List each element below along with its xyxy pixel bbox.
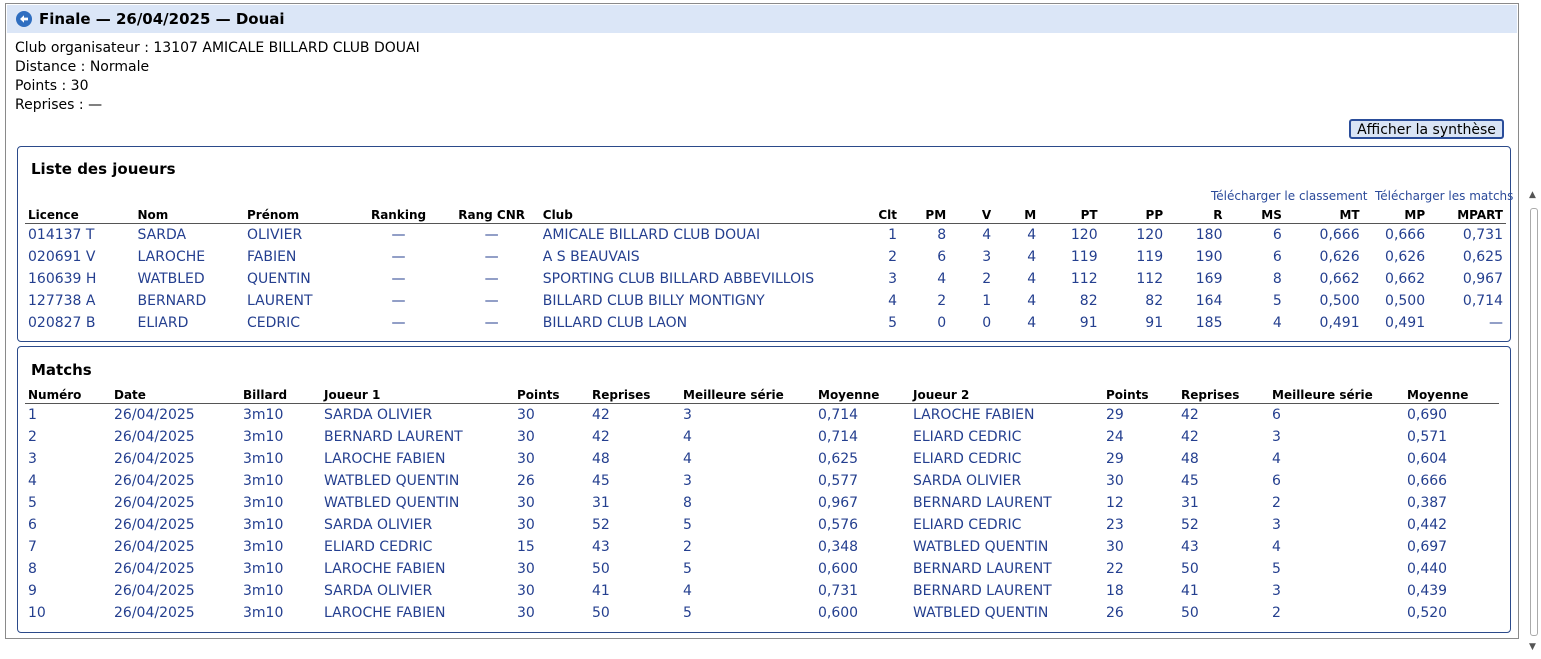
table-cell: 52 <box>1181 517 1199 533</box>
table-cell: 020691 V <box>28 249 96 265</box>
table-cell: 3m10 <box>243 473 284 489</box>
table-cell: 43 <box>1181 539 1199 555</box>
table-cell: 41 <box>1181 583 1199 599</box>
table-cell: CEDRIC <box>247 315 301 331</box>
table-cell: — <box>484 315 499 331</box>
table-cell: 2 <box>1272 605 1281 621</box>
table-cell: 119 <box>1136 249 1164 265</box>
back-arrow-icon[interactable] <box>16 11 32 27</box>
table-cell: 6 <box>1272 249 1282 265</box>
table-cell: WATBLED QUENTIN <box>324 495 460 511</box>
table-cell: 5 <box>28 495 37 511</box>
download-matches-link[interactable]: Télécharger les matchs <box>1375 189 1514 203</box>
table-cell: 91 <box>1079 315 1098 331</box>
column-header: Meilleure série <box>680 386 815 404</box>
table-cell: 42 <box>1181 407 1199 423</box>
table-cell: 0 <box>937 315 947 331</box>
table-cell: 0,491 <box>1319 315 1360 331</box>
table-cell: 30 <box>517 583 535 599</box>
table-cell: 3m10 <box>243 605 284 621</box>
table-row[interactable] <box>25 268 1506 290</box>
table-row[interactable] <box>25 246 1506 268</box>
table-cell: 22 <box>1106 561 1124 577</box>
table-cell: 48 <box>592 451 610 467</box>
table-cell: 4 <box>1027 227 1037 243</box>
column-header: Moyenne <box>815 386 910 404</box>
table-cell: LAURENT <box>247 293 313 309</box>
column-header: PT <box>1039 206 1100 224</box>
table-row[interactable] <box>25 448 1499 470</box>
table-cell: 3 <box>28 451 37 467</box>
table-cell: WATBLED QUENTIN <box>913 539 1049 555</box>
table-cell: LAROCHE FABIEN <box>324 605 446 621</box>
table-cell: 4 <box>1027 315 1037 331</box>
column-header: Moyenne <box>1404 386 1499 404</box>
table-cell: 8 <box>683 495 692 511</box>
table-cell: 4 <box>1272 451 1281 467</box>
table-cell: 0,442 <box>1407 517 1448 533</box>
table-cell: 30 <box>517 429 535 445</box>
table-cell: 120 <box>1070 227 1098 243</box>
column-header: PM <box>900 206 949 224</box>
table-cell: 45 <box>592 473 610 489</box>
table-cell: WATBLED QUENTIN <box>324 473 460 489</box>
table-cell: 3 <box>683 407 692 423</box>
table-cell: 0,625 <box>1462 249 1503 265</box>
table-cell: — <box>391 249 406 265</box>
table-cell: 2 <box>28 429 37 445</box>
table-cell: QUENTIN <box>247 271 311 287</box>
table-cell: 91 <box>1145 315 1164 331</box>
table-cell: 0,625 <box>818 451 859 467</box>
table-cell: 12 <box>1106 495 1124 511</box>
table-cell: 180 <box>1195 227 1223 243</box>
table-cell: 4 <box>1272 315 1282 331</box>
table-cell: BILLARD CLUB LAON <box>542 315 688 331</box>
table-cell: 185 <box>1195 315 1223 331</box>
table-cell: 5 <box>1272 561 1281 577</box>
table-cell: 0,440 <box>1407 561 1448 577</box>
distance-info: Distance : Normale <box>15 59 150 75</box>
table-row[interactable] <box>25 426 1499 448</box>
table-cell: 3 <box>683 473 692 489</box>
table-cell: 1 <box>28 407 37 423</box>
table-cell: 15 <box>517 539 535 555</box>
table-cell: 2 <box>888 249 898 265</box>
column-header: MP <box>1363 206 1429 224</box>
table-cell: SARDA OLIVIER <box>324 517 433 533</box>
table-cell: — <box>484 227 499 243</box>
column-header: Rang CNR <box>444 206 540 224</box>
points-info: Points : 30 <box>15 78 89 94</box>
column-header: MT <box>1285 206 1363 224</box>
column-header: Reprises <box>589 386 680 404</box>
table-cell: BERNARD LAURENT <box>913 495 1052 511</box>
table-cell: 4 <box>1272 539 1281 555</box>
table-cell: AMICALE BILLARD CLUB DOUAI <box>542 227 761 243</box>
table-cell: 48 <box>1181 451 1199 467</box>
table-cell: 6 <box>1272 407 1281 423</box>
table-cell: 50 <box>1181 605 1199 621</box>
table-cell: 3m10 <box>243 407 284 423</box>
table-cell: 52 <box>592 517 610 533</box>
table-cell: 0,662 <box>1319 271 1360 287</box>
table-row[interactable] <box>25 470 1499 492</box>
table-cell: 3 <box>1272 517 1281 533</box>
scroll-down-icon[interactable]: ▼ <box>1529 642 1536 652</box>
table-cell: 020827 B <box>28 315 96 331</box>
table-cell: LAROCHE FABIEN <box>324 561 446 577</box>
table-cell: 112 <box>1070 271 1098 287</box>
column-header: Billard <box>240 386 321 404</box>
table-cell: 3m10 <box>243 561 284 577</box>
table-cell: 42 <box>592 407 610 423</box>
column-header: MS <box>1225 206 1284 224</box>
table-cell: 190 <box>1195 249 1223 265</box>
table-cell: ELIARD CEDRIC <box>913 517 1022 533</box>
table-cell: 5 <box>1272 293 1282 309</box>
table-cell: 30 <box>517 605 535 621</box>
column-header: Reprises <box>1178 386 1269 404</box>
main-container <box>5 3 1519 639</box>
players-panel <box>17 146 1514 342</box>
table-cell: BERNARD LAURENT <box>913 561 1052 577</box>
table-cell: 3m10 <box>243 517 284 533</box>
table-cell: 0,666 <box>1407 473 1448 489</box>
table-cell: 4 <box>1027 249 1037 265</box>
table-cell: ELIARD CEDRIC <box>324 539 433 555</box>
title-bar <box>7 5 1517 33</box>
column-header: Meilleure série <box>1269 386 1404 404</box>
table-row[interactable] <box>25 558 1499 580</box>
table-cell: 8 <box>28 561 37 577</box>
table-cell: 0,731 <box>1462 227 1503 243</box>
table-cell: BERNARD LAURENT <box>324 429 463 445</box>
column-header: R <box>1166 206 1225 224</box>
table-cell: OLIVIER <box>247 227 303 243</box>
table-row[interactable] <box>25 514 1499 536</box>
column-header: Nom <box>135 206 245 224</box>
table-cell: ELIARD CEDRIC <box>913 429 1022 445</box>
table-cell: LAROCHE <box>137 249 206 265</box>
table-cell: 3 <box>888 271 898 287</box>
table-cell: 26/04/2025 <box>114 605 195 621</box>
table-cell: 4 <box>683 583 692 599</box>
table-cell: 26/04/2025 <box>114 429 195 445</box>
table-cell: 50 <box>1181 561 1199 577</box>
table-cell: FABIEN <box>247 249 297 265</box>
players-section-title: Liste des joueurs <box>31 160 176 178</box>
table-cell: 30 <box>517 407 535 423</box>
table-row[interactable] <box>25 312 1506 334</box>
table-cell: 5 <box>683 517 692 533</box>
table-cell: 50 <box>592 561 610 577</box>
table-cell: SARDA OLIVIER <box>913 473 1022 489</box>
table-cell: 0,571 <box>1407 429 1448 445</box>
table-cell: 42 <box>1181 429 1199 445</box>
table-cell: 3 <box>1272 429 1281 445</box>
table-cell: 30 <box>517 495 535 511</box>
table-cell: BERNARD <box>137 293 207 309</box>
column-header: PP <box>1101 206 1167 224</box>
table-cell: 43 <box>592 539 610 555</box>
table-cell: 0,604 <box>1407 451 1448 467</box>
scroll-up-icon[interactable]: ▲ <box>1529 190 1536 200</box>
table-cell: 82 <box>1079 293 1098 309</box>
table-cell: ELIARD CEDRIC <box>913 451 1022 467</box>
table-cell: 0,500 <box>1319 293 1360 309</box>
table-cell: 30 <box>1106 539 1124 555</box>
table-cell: 18 <box>1106 583 1124 599</box>
table-cell: 3m10 <box>243 583 284 599</box>
table-cell: 0,714 <box>818 407 859 423</box>
table-cell: 0,600 <box>818 561 859 577</box>
club-info: Club organisateur : 13107 AMICALE BILLARD CLUB DOUAI <box>15 40 420 56</box>
table-cell: 0,626 <box>1319 249 1360 265</box>
table-cell: 26/04/2025 <box>114 539 195 555</box>
table-cell: 5 <box>683 605 692 621</box>
table-cell: 0,731 <box>818 583 859 599</box>
table-cell: 1 <box>888 227 898 243</box>
table-cell: 0,600 <box>818 605 859 621</box>
table-cell: 0,577 <box>818 473 859 489</box>
table-cell: 30 <box>517 561 535 577</box>
table-cell: 2 <box>1272 495 1281 511</box>
table-cell: 5 <box>683 561 692 577</box>
table-cell: 4 <box>683 451 692 467</box>
matches-table <box>25 386 1499 624</box>
table-cell: 30 <box>517 451 535 467</box>
table-cell: SARDA OLIVIER <box>324 583 433 599</box>
table-cell: 0,967 <box>1462 271 1503 287</box>
reprises-info: Reprises : — <box>15 97 103 113</box>
table-cell: 3m10 <box>243 451 284 467</box>
table-cell: — <box>484 271 499 287</box>
table-cell: 42 <box>592 429 610 445</box>
table-cell: 26 <box>517 473 535 489</box>
column-header: V <box>949 206 994 224</box>
table-cell: — <box>391 293 406 309</box>
show-synthesis-button[interactable]: Afficher la synthèse <box>1349 119 1504 139</box>
table-cell: 26 <box>1106 605 1124 621</box>
table-cell: 4 <box>28 473 37 489</box>
table-cell: 0 <box>982 315 992 331</box>
table-cell: 2 <box>683 539 692 555</box>
table-cell: 2 <box>982 271 992 287</box>
table-cell: 0,491 <box>1385 315 1426 331</box>
table-cell: 29 <box>1106 451 1124 467</box>
table-row[interactable] <box>25 536 1499 558</box>
table-cell: 0,662 <box>1385 271 1426 287</box>
table-cell: 26/04/2025 <box>114 451 195 467</box>
table-cell: — <box>1489 315 1503 331</box>
table-cell: 31 <box>1181 495 1199 511</box>
table-cell: 3m10 <box>243 429 284 445</box>
table-cell: 23 <box>1106 517 1124 533</box>
column-header: Date <box>111 386 240 404</box>
table-cell: 6 <box>1272 473 1281 489</box>
column-header: Clt <box>855 206 900 224</box>
table-cell: 45 <box>1181 473 1199 489</box>
table-cell: 169 <box>1195 271 1223 287</box>
table-cell: 164 <box>1195 293 1223 309</box>
table-cell: 3m10 <box>243 495 284 511</box>
table-cell: 82 <box>1145 293 1164 309</box>
table-cell: 0,714 <box>818 429 859 445</box>
table-cell: 10 <box>28 605 46 621</box>
scrollbar-thumb[interactable] <box>1530 208 1538 636</box>
table-cell: 31 <box>592 495 610 511</box>
players-table <box>25 206 1506 334</box>
table-cell: 8 <box>937 227 947 243</box>
download-ranking-link[interactable]: Télécharger le classement <box>1211 189 1368 203</box>
table-cell: 7 <box>28 539 37 555</box>
table-cell: 112 <box>1136 271 1164 287</box>
table-cell: BERNARD LAURENT <box>913 583 1052 599</box>
matches-header-row <box>25 386 1499 404</box>
table-row[interactable] <box>25 580 1499 602</box>
table-cell: 3 <box>1272 583 1281 599</box>
table-cell: 6 <box>28 517 37 533</box>
table-cell: 26/04/2025 <box>114 495 195 511</box>
table-cell: — <box>484 249 499 265</box>
table-cell: — <box>391 315 406 331</box>
table-cell: 1 <box>982 293 992 309</box>
table-cell: 4 <box>937 271 947 287</box>
page-title: Finale — 26/04/2025 — Douai <box>39 10 285 28</box>
table-cell: 120 <box>1136 227 1164 243</box>
table-row[interactable] <box>25 290 1506 312</box>
table-cell: 0,500 <box>1385 293 1426 309</box>
table-cell: 9 <box>28 583 37 599</box>
table-cell: 50 <box>592 605 610 621</box>
table-cell: 5 <box>888 315 898 331</box>
table-cell: 0,697 <box>1407 539 1448 555</box>
table-cell: — <box>484 293 499 309</box>
column-header: M <box>994 206 1039 224</box>
table-cell: LAROCHE FABIEN <box>913 407 1035 423</box>
column-header: Points <box>1103 386 1178 404</box>
column-header: Numéro <box>25 386 111 404</box>
table-cell: 0,387 <box>1407 495 1448 511</box>
table-cell: ELIARD <box>137 315 189 331</box>
table-cell: 127738 A <box>28 293 96 309</box>
table-cell: 30 <box>1106 473 1124 489</box>
table-cell: 29 <box>1106 407 1124 423</box>
table-cell: SARDA <box>137 227 187 243</box>
matches-panel <box>17 346 1511 633</box>
table-cell: 6 <box>937 249 947 265</box>
table-cell: — <box>391 227 406 243</box>
table-cell: 2 <box>937 293 947 309</box>
column-header: Joueur 2 <box>910 386 1103 404</box>
table-cell: 24 <box>1106 429 1124 445</box>
table-cell: 3m10 <box>243 539 284 555</box>
table-cell: — <box>391 271 406 287</box>
table-cell: 0,626 <box>1385 249 1426 265</box>
table-cell: 3 <box>982 249 992 265</box>
table-row[interactable] <box>25 404 1499 427</box>
table-cell: WATBLED <box>137 271 205 287</box>
column-header: Prénom <box>244 206 354 224</box>
table-cell: A S BEAUVAIS <box>542 249 640 265</box>
table-cell: 0,439 <box>1407 583 1448 599</box>
table-cell: 26/04/2025 <box>114 407 195 423</box>
table-row[interactable] <box>25 602 1499 624</box>
table-cell: 0,348 <box>818 539 859 555</box>
table-cell: 4 <box>683 429 692 445</box>
table-cell: SARDA OLIVIER <box>324 407 433 423</box>
table-cell: 6 <box>1272 227 1282 243</box>
table-cell: 4 <box>888 293 898 309</box>
table-cell: 8 <box>1272 271 1282 287</box>
table-cell: 30 <box>517 517 535 533</box>
table-cell: 0,666 <box>1385 227 1426 243</box>
table-cell: 26/04/2025 <box>114 517 195 533</box>
table-cell: SPORTING CLUB BILLARD ABBEVILLOIS <box>542 271 815 287</box>
table-cell: 26/04/2025 <box>114 583 195 599</box>
table-cell: 4 <box>1027 271 1037 287</box>
table-cell: BILLARD CLUB BILLY MONTIGNY <box>542 293 765 309</box>
table-row[interactable] <box>25 224 1506 247</box>
table-cell: 0,520 <box>1407 605 1448 621</box>
table-cell: WATBLED QUENTIN <box>913 605 1049 621</box>
table-cell: LAROCHE FABIEN <box>324 451 446 467</box>
table-cell: 160639 H <box>28 271 97 287</box>
table-cell: 26/04/2025 <box>114 473 195 489</box>
table-cell: 26/04/2025 <box>114 561 195 577</box>
column-header: Ranking <box>354 206 444 224</box>
column-header: Joueur 1 <box>321 386 514 404</box>
table-cell: 41 <box>592 583 610 599</box>
table-cell: 4 <box>1027 293 1037 309</box>
players-header-row <box>25 206 1506 224</box>
table-cell: 0,967 <box>818 495 859 511</box>
column-header: Club <box>540 206 855 224</box>
table-cell: 014137 T <box>28 227 95 243</box>
column-header: Licence <box>25 206 135 224</box>
table-cell: 0,666 <box>1319 227 1360 243</box>
table-cell: 119 <box>1070 249 1098 265</box>
table-cell: 0,714 <box>1462 293 1503 309</box>
vertical-scrollbar[interactable] <box>1528 190 1541 659</box>
table-cell: 0,576 <box>818 517 859 533</box>
column-header: MPART <box>1428 206 1506 224</box>
column-header: Points <box>514 386 589 404</box>
table-cell: 4 <box>982 227 992 243</box>
table-row[interactable] <box>25 492 1499 514</box>
table-cell: 0,690 <box>1407 407 1448 423</box>
matches-section-title: Matchs <box>31 361 92 379</box>
